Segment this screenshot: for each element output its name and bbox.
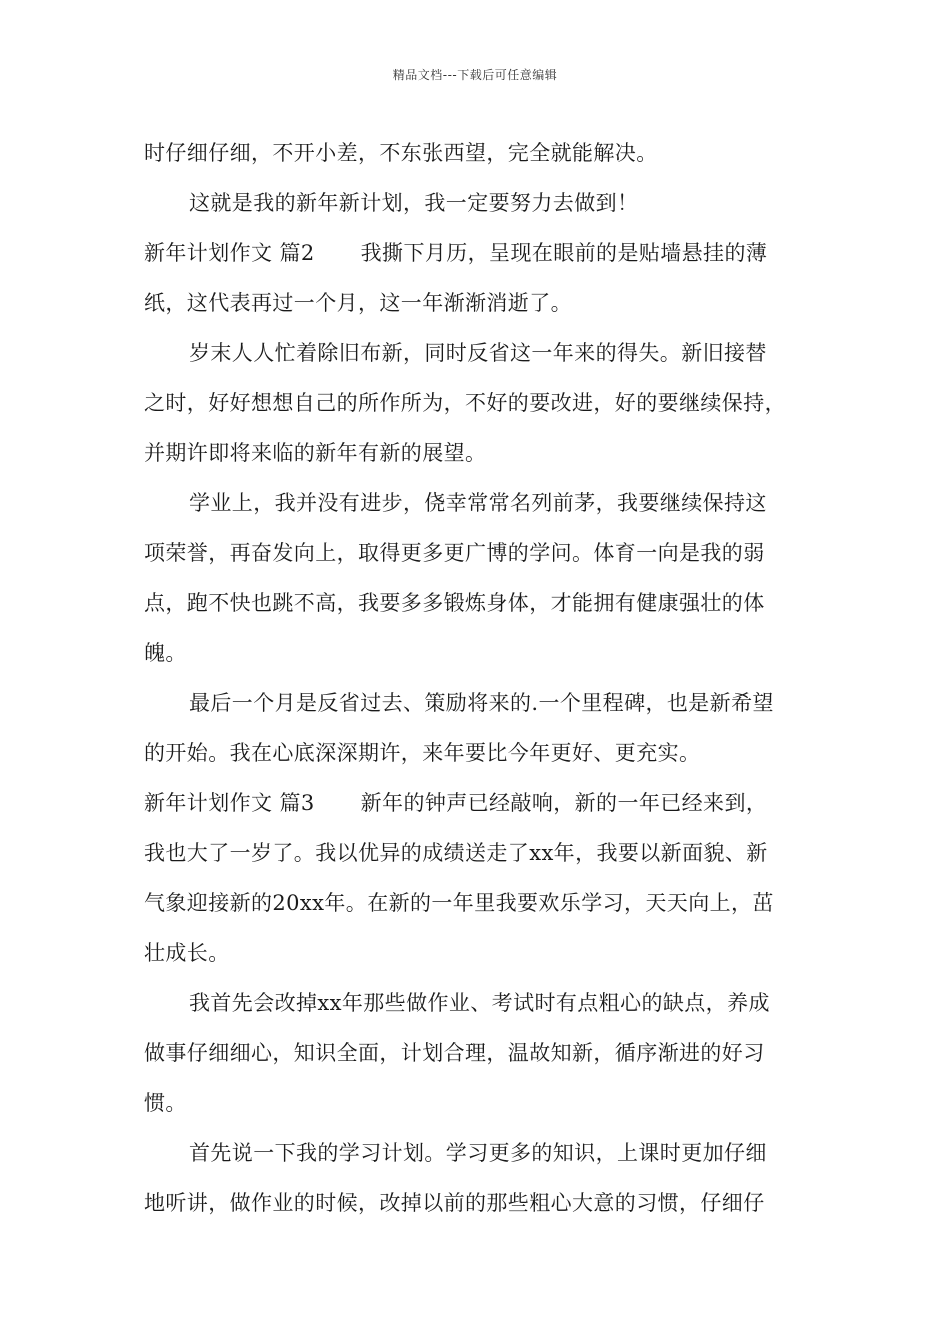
text-line: 这就是我的新年新计划，我一定要努力去做到！ <box>189 191 639 215</box>
text-line: 并期许即将来临的新年有新的展望。 <box>144 441 487 465</box>
text-line: 岁末人人忙着除旧布新，同时反省这一年来的得失。新旧接替 <box>189 341 767 365</box>
text-line: 项荣誉，再奋发向上，取得更多更广博的学问。体育一向是我的弱 <box>144 541 765 565</box>
text-line: 魄。 <box>144 641 187 665</box>
text-line: 首先说一下我的学习计划。学习更多的知识，上课时更加仔细 <box>189 1141 767 1165</box>
document-body <box>144 128 814 1228</box>
text-line: 学业上，我并没有进步，侥幸常常名列前茅，我要继续保持这 <box>189 491 767 515</box>
text-line: 地听讲，做作业的时候，改掉以前的那些粗心大意的习惯，仔细仔 <box>144 1191 765 1215</box>
section-heading: 新年计划作文 篇3 <box>144 791 315 815</box>
text-line: 我首先会改掉xx年那些做作业、考试时有点粗心的缺点，养成 <box>189 991 770 1015</box>
text-line: 我也大了一岁了。我以优异的成绩送走了xx年，我要以新面貌、新 <box>144 841 768 865</box>
text-line: 我撕下月历，呈现在眼前的是贴墙悬挂的薄 <box>360 241 768 265</box>
text-line: 新年的钟声已经敲响，新的一年已经来到， <box>360 791 768 815</box>
section-heading: 新年计划作文 篇2 <box>144 241 315 265</box>
text-line: 壮成长。 <box>144 941 230 965</box>
text-line: 之时，好好想想自己的所作所为，不好的要改进，好的要继续保持， <box>144 391 786 415</box>
text-line: 纸，这代表再过一个月，这一年渐渐消逝了。 <box>144 291 572 315</box>
text-line: 的开始。我在心底深深期许，来年要比今年更好、更充实。 <box>144 741 701 765</box>
section-heading-line <box>144 228 814 278</box>
text-line: 时仔细仔细，不开小差，不东张西望，完全就能解决。 <box>144 141 658 165</box>
text-line: 点，跑不快也跳不高，我要多多锻炼身体，才能拥有健康强壮的体 <box>144 591 765 615</box>
text-line: 最后一个月是反省过去、策励将来的.一个里程碑，也是新希望 <box>189 691 774 715</box>
page-header: 精品文档---下载后可任意编辑 <box>392 68 558 82</box>
text-line: 气象迎接新的20xx年。在新的一年里我要欢乐学习，天天向上，茁 <box>144 891 774 915</box>
text-line: 惯。 <box>144 1091 187 1115</box>
section-heading-line <box>144 778 814 828</box>
text-line: 做事仔细细心，知识全面，计划合理，温故知新，循序渐进的好习 <box>144 1041 765 1065</box>
